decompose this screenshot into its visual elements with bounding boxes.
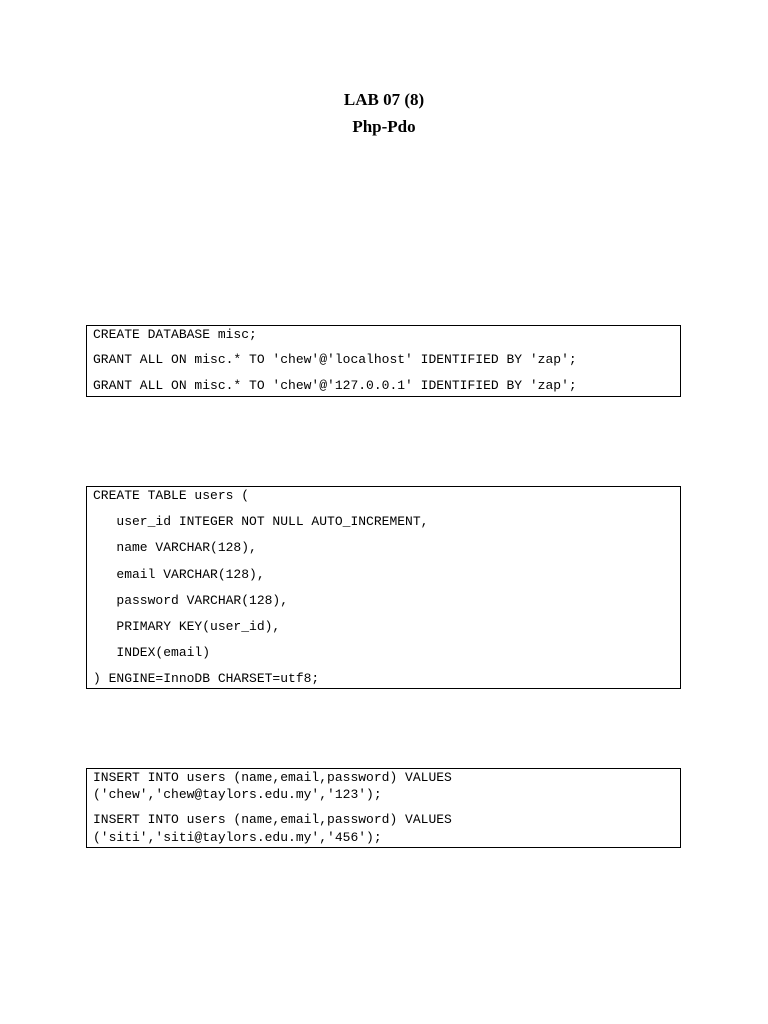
code-line: INDEX(email) bbox=[93, 645, 211, 660]
code-line: INSERT INTO users (name,email,password) VALUES bbox=[93, 770, 452, 785]
code-line: ('siti','siti@taylors.edu.my','456'); bbox=[93, 830, 382, 845]
code-line: name VARCHAR(128), bbox=[93, 540, 257, 555]
code-block-insert-users bbox=[86, 768, 681, 848]
code-line: CREATE TABLE users ( bbox=[93, 488, 250, 503]
code-line: ('chew','chew@taylors.edu.my','123'); bbox=[93, 787, 382, 802]
code-line: INSERT INTO users (name,email,password) VALUES bbox=[93, 812, 452, 827]
code-line: ) ENGINE=InnoDB CHARSET=utf8; bbox=[93, 671, 320, 686]
code-block-create-database bbox=[86, 325, 681, 397]
code-line: GRANT ALL ON misc.* TO 'chew'@'localhost' IDENTIFIED BY 'zap'; bbox=[93, 352, 577, 367]
code-line: user_id INTEGER NOT NULL AUTO_INCREMENT, bbox=[93, 514, 429, 529]
code-line: GRANT ALL ON misc.* TO 'chew'@'127.0.0.1' IDENTIFIED BY 'zap'; bbox=[93, 378, 577, 393]
code-line: password VARCHAR(128), bbox=[93, 593, 289, 608]
code-line: CREATE DATABASE misc; bbox=[93, 327, 257, 342]
document-title: LAB 07 (8) bbox=[343, 90, 425, 109]
document-subtitle: Php-Pdo bbox=[352, 117, 416, 136]
code-block-create-table bbox=[86, 486, 681, 689]
code-line: email VARCHAR(128), bbox=[93, 567, 265, 582]
code-line: PRIMARY KEY(user_id), bbox=[93, 619, 281, 634]
